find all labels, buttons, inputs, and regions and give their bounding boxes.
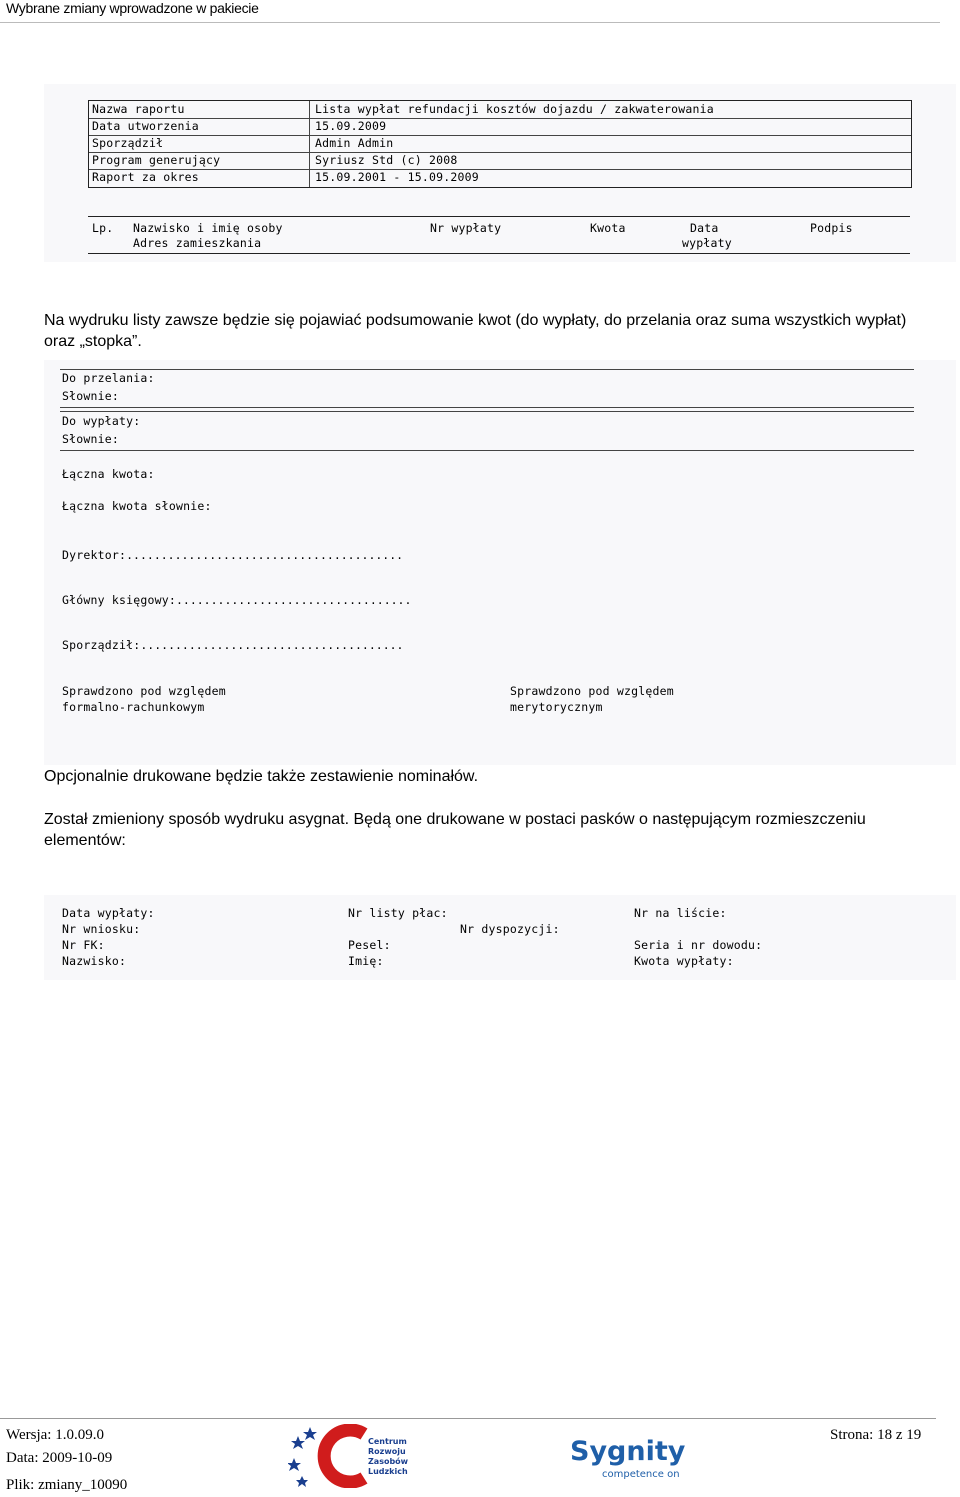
rule (60, 411, 914, 412)
label-do-przelania: Do przelania: (62, 371, 155, 385)
label-nr-dyspozycji: Nr dyspozycji: (460, 922, 560, 936)
meta-value: 15.09.2001 - 15.09.2009 (315, 170, 479, 184)
meta-value: Syriusz Std (c) 2008 (315, 153, 458, 167)
label-sporzadzil: Sporządził:...................................... (62, 638, 404, 652)
summary-screenshot (44, 360, 956, 765)
column-lp: Lp. (92, 221, 114, 235)
logo1-line: Centrum (368, 1437, 407, 1446)
label-sprawdzono-formal: Sprawdzono pod względem (62, 684, 226, 698)
label-nr-na-liscie: Nr na liście: (634, 906, 727, 920)
header-divider (0, 22, 940, 23)
column-nr: Nr wypłaty (430, 221, 502, 235)
paragraph-summary-info: Na wydruku listy zawsze będzie się pojawiać podsumowanie kwot (do wypłaty, do przelania oraz suma wszystkich wypłat) oraz „stopka”. (44, 312, 907, 350)
label-merytorycznym: merytorycznym (510, 700, 603, 714)
logo1-line: Ludzkich (368, 1467, 408, 1476)
label-sprawdzono-mer: Sprawdzono pod względem (510, 684, 674, 698)
column-address: Adres zamieszkania (133, 236, 262, 250)
report-header-screenshot (44, 84, 956, 262)
meta-row (89, 152, 911, 170)
column-sign: Podpis (810, 221, 853, 235)
column-name: Nazwisko i imię osoby (133, 221, 283, 235)
meta-key: Nazwa raportu (92, 102, 185, 116)
label-laczna-slownie: Łączna kwota słownie: (62, 499, 212, 513)
logo2-name: Sygnity (570, 1436, 686, 1467)
label-nr-listy: Nr listy płac: (348, 906, 448, 920)
footer-version: Wersja: 1.0.09.0 (6, 1427, 104, 1443)
paragraph-nominaly: Opcjonalnie drukowane będzie także zestawienie nominałów. (44, 768, 479, 785)
label-laczna-kwota: Łączna kwota: (62, 467, 155, 481)
column-amount: Kwota (590, 221, 626, 235)
label-formalno-rachunkowym: formalno-rachunkowym (62, 700, 205, 714)
label-pesel: Pesel: (348, 938, 391, 952)
label-slownie: Słownie: (62, 432, 119, 446)
meta-value: Admin Admin (315, 136, 394, 150)
crzl-logo (288, 1424, 418, 1488)
label-kwota-wyplaty: Kwota wypłaty: (634, 954, 734, 968)
logo1-line: Rozwoju (368, 1447, 406, 1456)
logo1-line: Zasobów (368, 1457, 409, 1466)
label-nazwisko: Nazwisko: (62, 954, 127, 968)
meta-key: Data utworzenia (92, 119, 199, 133)
footer-page-number: Strona: 18 z 19 (830, 1427, 922, 1443)
footer-date: Data: 2009-10-09 (6, 1450, 113, 1466)
logo2-tag: competence on (602, 1469, 680, 1480)
column-date-2: wypłaty (682, 236, 732, 250)
label-slownie: Słownie: (62, 389, 119, 403)
footer-file: Plik: zmiany_10090 (6, 1477, 128, 1493)
label-nr-wniosku: Nr wniosku: (62, 922, 141, 936)
meta-key: Program generujący (92, 153, 221, 167)
meta-value: Lista wypłat refundacji kosztów dojazdu / zakwaterowania (315, 102, 714, 116)
label-ksiegowy: Główny księgowy:.................................. (62, 593, 412, 607)
label-do-wyplaty: Do wypłaty: (62, 414, 141, 428)
footer-divider (0, 1418, 936, 1419)
label-data-wyplaty: Data wypłaty: (62, 906, 155, 920)
label-imie: Imię: (348, 954, 384, 968)
meta-row (89, 101, 911, 119)
report-meta-table (88, 100, 912, 188)
column-header-bottom-rule (88, 253, 910, 254)
meta-value: 15.09.2009 (315, 119, 387, 133)
meta-row (89, 135, 911, 153)
column-date: Data (690, 221, 719, 235)
rule (60, 450, 914, 451)
asygnata-screenshot (44, 895, 956, 980)
document-header-title: Wybrane zmiany wprowadzone w pakiecie (6, 0, 259, 16)
rule (60, 369, 914, 370)
sygnity-logo (568, 1432, 688, 1482)
column-header-top-rule (88, 216, 910, 217)
meta-row (89, 118, 911, 136)
rule (60, 407, 914, 408)
meta-row (89, 169, 911, 186)
meta-key: Raport za okres (92, 170, 199, 184)
paragraph-asygnaty: Został zmieniony sposób wydruku asygnat. Będą one drukowane w postaci pasków o następującym rozmieszczeniu elementów: (44, 811, 866, 849)
label-dyrektor: Dyrektor:........................................ (62, 548, 404, 562)
meta-key: Sporządził (92, 136, 164, 150)
label-seria-dowodu: Seria i nr dowodu: (634, 938, 763, 952)
label-nr-fk: Nr FK: (62, 938, 105, 952)
